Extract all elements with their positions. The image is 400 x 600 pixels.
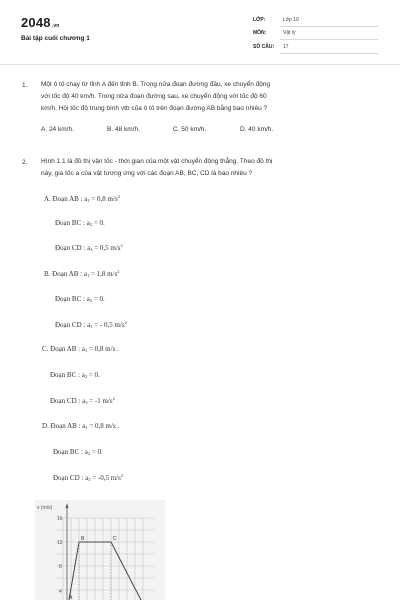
answer-line-bc: Đoạn BC : $a_2 = 0$. — [50, 371, 100, 379]
answer-option-c[interactable]: C. Đoạn AB : $a_1 = 0,8$ m/s . — [42, 345, 119, 353]
y-tick-label: 12 — [57, 540, 63, 546]
question-line: Một ô tô chạy từ tỉnh A đến tỉnh B. Trong nửa đoạn đường đầu, xe chuyển động — [41, 81, 271, 88]
point-label-b: B — [81, 536, 85, 542]
question-number: 1. — [22, 82, 28, 89]
meta-underline — [280, 39, 378, 40]
answer-line-cd: Đoạn CD : $a_3$ = - 0,5 $m/s^2$ — [55, 320, 127, 329]
answer-option-a[interactable]: A. 24 km/h. — [41, 126, 74, 133]
question-line: này, gia tốc a của vật tương ứng với các đoạn AB, BC, CD là bao nhiêu ? — [41, 170, 253, 178]
y-tick-label: 16 — [57, 516, 63, 522]
site-logo[interactable]: 2048.vn — [21, 15, 60, 30]
question-line: km/h. Hỏi tốc độ trung bình vtb của ô tô trên đoạn đường AB bằng bao nhiêu ? — [41, 105, 268, 113]
meta-underline — [280, 26, 378, 27]
question-line: với tốc độ 40 km/h. Trong nửa đoạn đường sau, xe chuyển động với tốc độ 60 — [41, 93, 267, 101]
answer-option-b[interactable]: B. Đoạn AB : $a_1 = 1,8$ $m/s^2$ — [44, 269, 120, 278]
header-divider — [0, 64, 400, 65]
velocity-time-graph — [35, 500, 165, 600]
meta-count-label: SỐ CÂU: — [253, 44, 275, 50]
answer-line-cd: Đoạn CD : $a_3 = -1$ $m/s^2$ — [50, 396, 115, 405]
document-title: Bài tập cuối chương 1 — [21, 35, 90, 42]
point-label-a: A — [69, 595, 73, 600]
answer-line-bc: Đoạn BC : $a_2 = 0$. — [55, 219, 105, 227]
meta-subject-value: Vật lý — [283, 30, 296, 36]
meta-class-label: LỚP: — [253, 17, 266, 23]
question-line: Hình 1.1 là đồ thị vận tốc - thời gian của một vật chuyển động thẳng. Theo đồ thị — [41, 158, 273, 165]
meta-subject-label: MÔN: — [253, 30, 267, 36]
answer-option-c[interactable]: C. 50 km/h. — [173, 126, 207, 133]
answer-option-b[interactable]: B. 48 km/h. — [107, 126, 140, 133]
answer-line-bc: Đoạn BC : $a_2 = 0$. — [53, 448, 103, 456]
answer-option-d[interactable]: D. Đoạn AB : $a_1 = 0,8$ m/s . — [42, 422, 120, 430]
meta-class-row — [253, 16, 378, 27]
answer-line-cd: Đoạn CD : $a_3 = -0,5$ $m/s^2$ — [53, 473, 124, 482]
answer-line-cd: Đoạn CD : $a_3 = 0,5$ $m/s^2$ — [55, 243, 123, 252]
graph-background — [35, 500, 165, 600]
question-number: 2. — [22, 159, 28, 166]
meta-underline — [280, 53, 378, 54]
answer-option-d[interactable]: D. 40 km/h. — [240, 126, 274, 133]
meta-subject-row — [253, 29, 378, 40]
meta-count-row — [253, 43, 378, 54]
answer-line-bc: Đoạn BC : $a_2 = 0$. — [55, 295, 105, 303]
y-tick-label: 4 — [59, 589, 62, 595]
answer-option-a[interactable]: A. Đoạn AB : $a_1 = 0,8$ $m/s^2$ — [44, 194, 120, 203]
y-axis-label: v (m/s) — [37, 505, 53, 511]
point-label-c: C — [113, 536, 117, 542]
document-header — [0, 0, 400, 62]
question-text — [41, 79, 270, 116]
y-tick-label: 8 — [59, 564, 62, 570]
question-text — [41, 156, 272, 180]
meta-count-value: 17 — [283, 44, 289, 50]
meta-class-value: Lớp 10 — [283, 17, 299, 23]
